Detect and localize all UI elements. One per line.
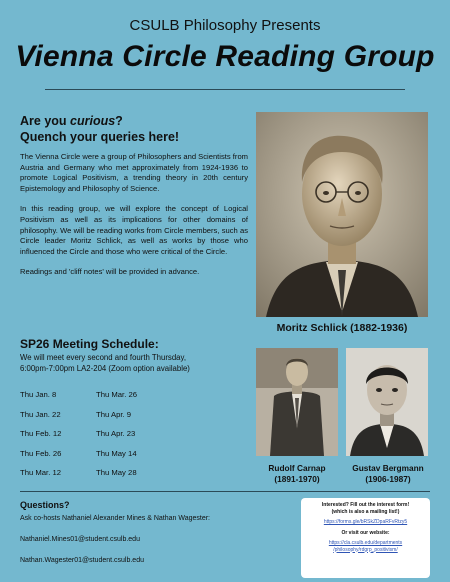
email-link-mines[interactable]: Nathaniel.Mines01@student.csulb.edu bbox=[20, 536, 140, 543]
email-link-wagester[interactable]: Nathan.Wagester01@student.csulb.edu bbox=[20, 557, 144, 564]
portrait-caption-carnap bbox=[252, 463, 342, 485]
schedule-desc-line1: We will meet every second and fourth Thursday, bbox=[20, 353, 186, 362]
tagline-line2: Quench your queries here! bbox=[20, 130, 180, 144]
questions-title: Questions? bbox=[20, 500, 70, 510]
date-item: Thu Mar. 12 bbox=[20, 468, 62, 477]
website-link-line1[interactable]: https://cla.csulb.edu/departments bbox=[328, 540, 403, 546]
date-item: Thu Jan. 8 bbox=[20, 390, 57, 399]
carnap-years: (1891-1970) bbox=[274, 474, 320, 484]
intro-paragraph: In this reading group, we will explore the concept of Logical Positivism as well as its implications for other domains of philosophy. We will be reading works from Circle members, such as Circle leader Moritz Schlick, as well as works by those who influenced the Circle and those who were critical of the Circle. bbox=[20, 204, 248, 256]
interest-line2: (which is also a mailing list!) bbox=[331, 508, 400, 515]
date-item: Thu Mar. 26 bbox=[96, 390, 138, 399]
header-presenter: CSULB Philosophy Presents bbox=[129, 17, 321, 34]
date-item: Thu May 28 bbox=[96, 468, 137, 477]
questions-ask: Ask co-hosts Nathaniel Alexander Mines & Nathan Wagester: bbox=[20, 515, 211, 522]
date-item: Thu Feb. 12 bbox=[20, 429, 62, 438]
schedule-description bbox=[20, 353, 252, 374]
schedule-desc-line2: 6:00pm-7:00pm LA2-204 (Zoom option available) bbox=[20, 363, 190, 373]
top-divider bbox=[45, 89, 405, 90]
date-item: Thu Apr. 9 bbox=[96, 409, 132, 419]
tagline bbox=[20, 113, 250, 145]
date-item: Thu Jan. 22 bbox=[20, 409, 61, 419]
date-item: Thu Feb. 26 bbox=[20, 448, 62, 458]
tagline-suffix: ? bbox=[115, 114, 123, 128]
intro-paragraph: The Vienna Circle were a group of Philosophers and Scientists from Austria and Germany who met approximately from 1924-1936 to promote Logical Positivism, a trending theory in 20th century Epistemology and Philosophy of Science. bbox=[20, 152, 248, 193]
website-link-line2[interactable]: /philosophy/rdgrp_positivism/ bbox=[333, 546, 398, 553]
interest-line1: Interested? Fill out the interest form! bbox=[321, 502, 410, 508]
tagline-emphasis: curious bbox=[70, 114, 116, 128]
bottom-divider bbox=[20, 491, 430, 492]
website-label: Or visit our website: bbox=[341, 529, 390, 536]
portrait-bergmann bbox=[346, 348, 428, 456]
schedule-title: SP26 Meeting Schedule: bbox=[20, 337, 159, 351]
bergmann-name: Gustav Bergmann bbox=[352, 463, 424, 473]
tagline-prefix: Are you bbox=[20, 114, 71, 128]
intro-text bbox=[20, 152, 248, 288]
portrait-carnap bbox=[256, 348, 338, 456]
portrait-caption-schlick: Moritz Schlick (1882-1936) bbox=[276, 322, 408, 334]
interest-box bbox=[301, 498, 430, 578]
interest-form-link[interactable]: https://forms.gle/bRSkZDpaRFvRtzy5 bbox=[323, 519, 408, 525]
schedule-dates bbox=[20, 390, 220, 477]
intro-paragraph: Readings and 'cliff notes' will be provided in advance. bbox=[20, 267, 200, 277]
date-item: Thu Apr. 23 bbox=[96, 429, 136, 438]
portrait-caption-bergmann bbox=[343, 463, 433, 485]
page-title: Vienna Circle Reading Group bbox=[15, 40, 435, 73]
date-item: Thu May 14 bbox=[96, 448, 137, 458]
bergmann-years: (1906-1987) bbox=[365, 474, 411, 484]
carnap-name: Rudolf Carnap bbox=[268, 463, 326, 473]
tagline-line1 bbox=[20, 113, 250, 129]
portrait-schlick bbox=[256, 112, 428, 317]
